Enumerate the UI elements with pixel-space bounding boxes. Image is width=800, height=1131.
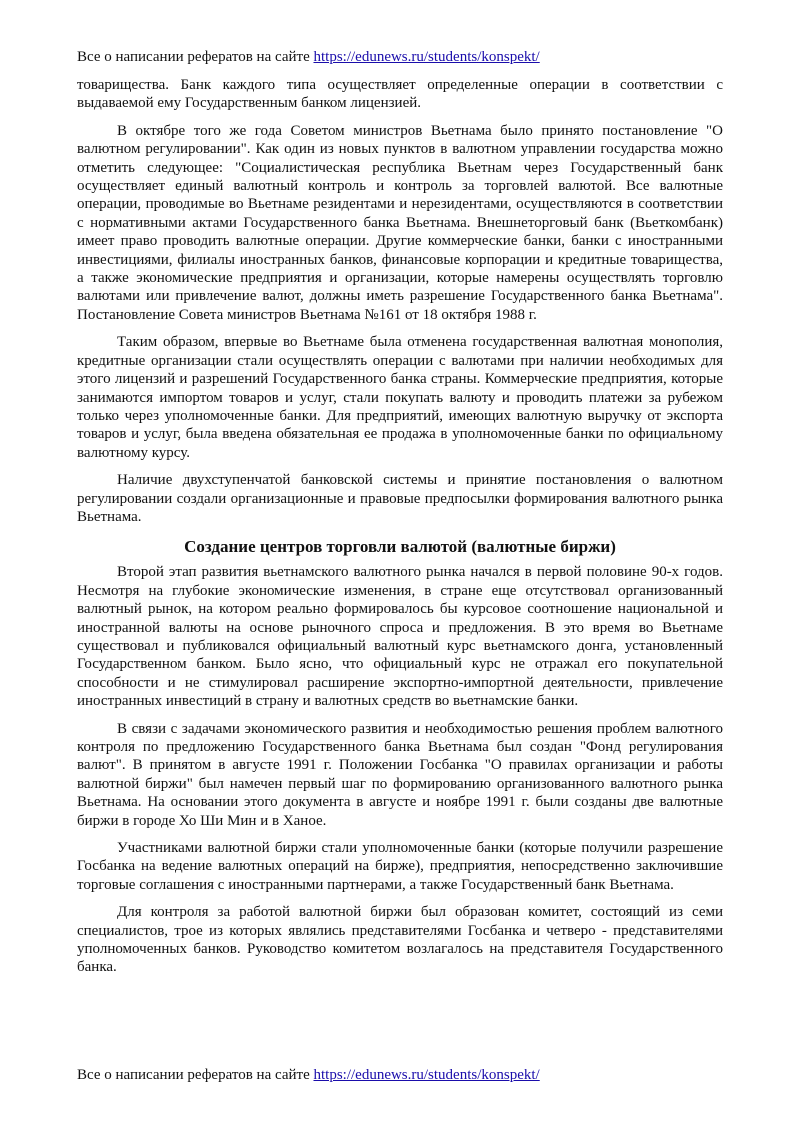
paragraph-exchange-committee: Для контроля за работой валютной биржи был образован комитет, состоящий из семи специалистов, трое из которых являлись представителями Госбанка и четверо - представителями уполномоченных банков. Руководство комитетом возлагалось на представителя Государственного банка. (77, 904, 723, 976)
section-heading: Создание центров торговли валютой (валютные биржи) (184, 537, 616, 557)
header-link[interactable]: https://edunews.ru/students/konspekt/ (313, 49, 540, 65)
document-page (77, 0, 723, 1131)
paragraph-monopoly-abolished: Таким образом, впервые во Вьетнаме была отменена государственная валютная монополия, кредитные организации стали осуществлять операции с валютами при наличии необходимых для этого лицензий и разрешений Государственного банка страны. Коммерческие предприятия, которые занимаются импортом товаров и услуг, стали покупать валюту и проводить платежи за рубежом только через уполномоченные банки. Для предприятий, имеющих валютную выручку от экспорта товаров и услуг, была введена обязательная ее продажа в уполномоченные банки по официальному валютному курсу. (77, 334, 723, 461)
document-body (77, 76, 723, 986)
paragraph-two-tier-system: Наличие двухступенчатой банковской системы и принятие постановления о валютном регулировании создали организационные и правовые предпосылки формирования валютного рынка Вьетнама. (77, 472, 723, 525)
footer-link[interactable]: https://edunews.ru/students/konspekt/ (313, 1067, 540, 1083)
header-text: Все о написании рефератов на сайте (77, 49, 314, 65)
footer-text: Все о написании рефератов на сайте (77, 1067, 314, 1083)
paragraph-currency-regulation: В октябре того же года Советом министров Вьетнама было принято постановление "О валютном регулировании". Как один из новых пунктов в валютном управлении государства можно отметить следующее: "Социалистическая республика Вьетнам через Государственный банк осуществляет единый валютный контроль и контроль за торговлей валютой. Все валютные операции, проводимые во Вьетнаме резидентами и нерезидентами, осуществляются в соответствии с нормативными актами Государственного банка Вьетнама. Внешнеторговый банк (Вьеткомбанк) имеет право проводить валютные операции. Другие коммерческие банки, банки с иностранными инвестициями, филиалы иностранных банков, финансовые корпорации и кредитные товарищества, а также экономические предприятия и организации, которые намерены осуществлять торговлю валютами или привлечение валют, должны иметь разрешение Государственного банка Вьетнама". Постановление Совета министров Вьетнама №161 от 18 октября 1988 г. (77, 122, 723, 323)
paragraph-continuation: товарищества. Банк каждого типа осуществляет определенные операции в соответствии с выдаваемой ему Государственным банком лицензией. (77, 77, 723, 112)
page-footer (77, 1066, 540, 1084)
paragraph-exchange-creation: В связи с задачами экономического развития и необходимостью решения проблем валютного контроля по предложению Государственного банка Вьетнама был создан "Фонд регулирования валют". В принятом в августе 1991 г. Положении Госбанка "О правилах организации и работы валютной биржи" был намечен первый шаг по формированию организованного валютного рынка Вьетнама. На основании этого документа в августе и ноябре 1991 г. были созданы две валютные биржи в городе Хо Ши Мин и в Ханое. (77, 720, 723, 829)
paragraph-exchange-participants: Участниками валютной биржи стали уполномоченные банки (которые получили разрешение Госбанка на ведение валютных операций на бирже), предприятия, непосредственно заключившие торговые соглашения с иностранными партнерами, а также Государственный банк Вьетнама. (77, 840, 723, 893)
page-header (77, 48, 540, 66)
paragraph-second-stage: Второй этап развития вьетнамского валютного рынка начался в первой половине 90-х годов. Несмотря на глубокие экономические изменения, в стране еще отсутствовал организованный валютный рынок, на котором реально формировалось бы курсовое соотношение национальной и иностранной валюты на основе рыночного спроса и предложения. В это время во Вьетнаме существовал и публиковался официальный валютный курс вьетнамского донга, установленный Государственном банком. Было ясно, что официальный курс не отражал его покупательной способности и не стимулировал расширение экспортно-импортной деятельности, привлечение иностранных инвестиций в страну и валютных средств во вьетнамские банки. (77, 564, 723, 710)
